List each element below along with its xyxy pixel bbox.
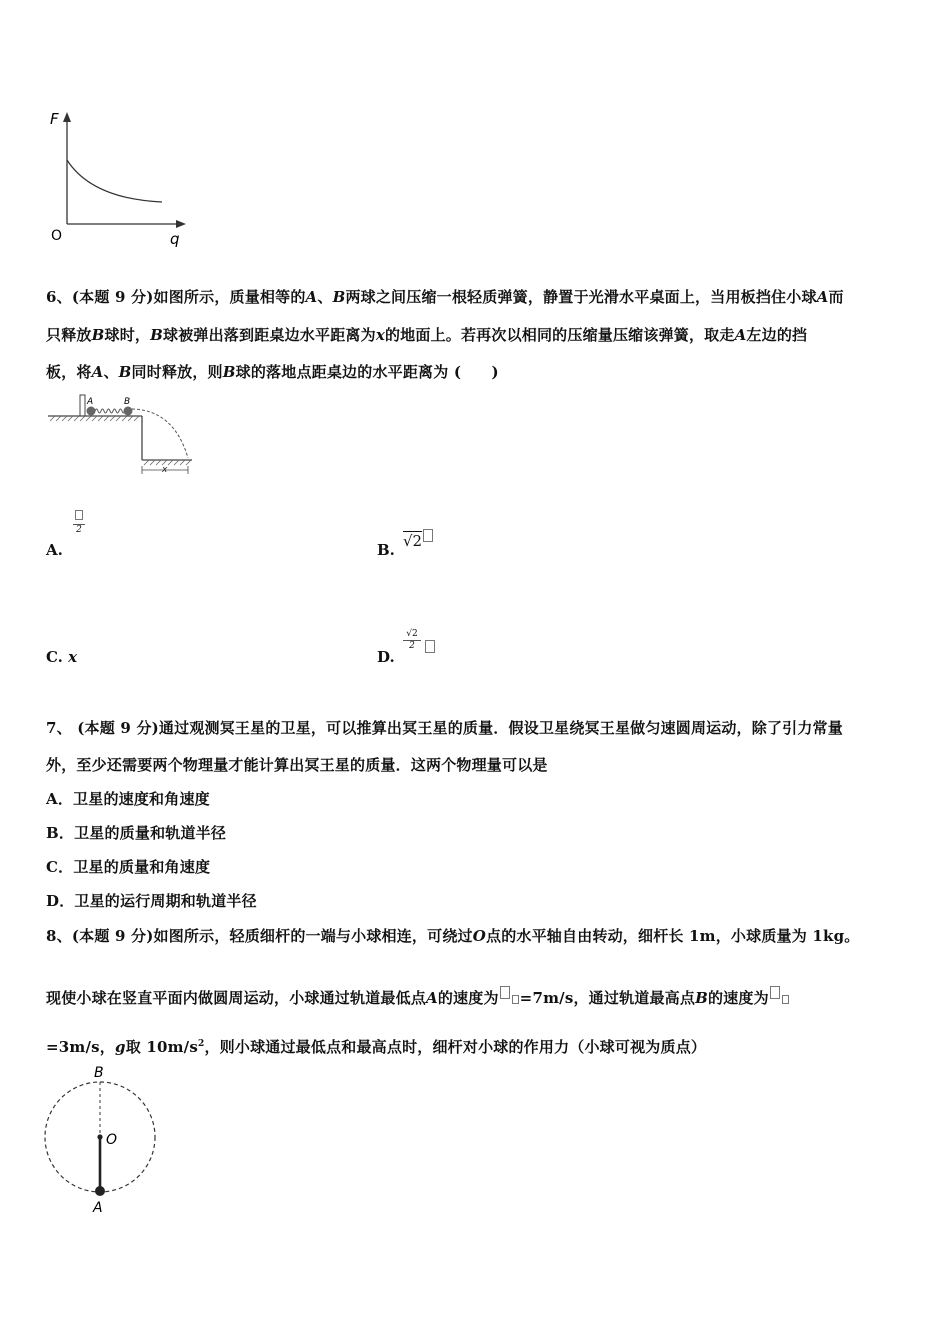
table-hatch [50, 416, 139, 421]
label-a: A [93, 1200, 103, 1216]
q6-option-d-fraction: √2 2 [403, 629, 421, 652]
pivot-o [97, 1134, 102, 1139]
spring-table-figure [46, 392, 206, 482]
label-b: B [124, 397, 131, 407]
q8-line-3: =3m/s，g取 $10m/s^2$，则小球通过最低点和最高点时，细杆对小球的作用力（小球可视为质点） [46, 1038, 707, 1056]
q6-option-b-value: √2 [403, 529, 434, 550]
placeholder-glyph [500, 986, 510, 999]
ball-b [124, 407, 133, 416]
q8-line-2: 现使小球在竖直平面内做圆周运动，小球通过轨道最低点A的速度为 =7m/s，通过轨道最高点B的速度为 [46, 986, 790, 1008]
y-axis-label: F [50, 110, 59, 128]
ball-a [87, 407, 96, 416]
q6-option-a-fraction: 2 [73, 510, 85, 536]
q7-option-d[interactable]: D．卫星的运行周期和轨道半径 [46, 892, 257, 910]
q8-line-1: 8、(本题 9 分)如图所示，轻质细杆的一端与小球相连，可绕过O点的水平轴自由转动，细杆长 1m，小球质量为 1kg。 [46, 927, 860, 945]
spring [95, 409, 125, 413]
label-a: A [87, 397, 94, 407]
label-o: O [106, 1132, 118, 1148]
f-q-curve [67, 160, 162, 202]
q7-line-2: 外，至少还需要两个物理量才能计算出冥王星的质量．这两个物理量可以是 [46, 756, 548, 774]
placeholder-glyph [423, 529, 433, 542]
y-axis-arrow [63, 112, 71, 122]
placeholder-glyph [770, 986, 780, 999]
ball [95, 1186, 105, 1196]
q7-option-a[interactable]: A．卫星的速度和角速度 [46, 790, 210, 808]
q6-option-c[interactable]: C. x [46, 648, 78, 666]
origin-label: O [51, 228, 63, 244]
placeholder-glyph [512, 995, 519, 1004]
x-axis-label: q [170, 230, 180, 248]
stop-board [80, 395, 85, 416]
f-q-graph [40, 108, 200, 253]
placeholder-glyph [75, 510, 83, 520]
placeholder-glyph [425, 640, 435, 653]
q7-option-c[interactable]: C．卫星的质量和角速度 [46, 858, 211, 876]
q7-line-1: 7、 (本题 9 分)通过观测冥王星的卫星，可以推算出冥王星的质量．假设卫星绕冥王星做匀速圆周运动，除了引力常量 [46, 719, 843, 737]
q7-option-b[interactable]: B．卫星的质量和轨道半径 [46, 824, 227, 842]
x-axis-arrow [176, 220, 186, 228]
q6-line-1: 6、(本题 9 分)如图所示，质量相等的A、B两球之间压缩一根轻质弹簧，静置于光滑水平桌面上，当用板挡住小球A而 [46, 288, 844, 306]
q6-line-2: 只释放B球时，B球被弹出落到距桌边水平距离为x的地面上。若再次以相同的压缩量压缩该弹簧，取走A左边的挡 [46, 326, 808, 344]
ground-hatch [144, 460, 191, 465]
q6-line-3: 板，将A、B同时释放，则B球的落地点距桌边的水平距离为 ( ) [46, 363, 499, 381]
placeholder-glyph [782, 995, 789, 1004]
q6-option-a[interactable]: A. [46, 541, 63, 559]
label-x: x [162, 465, 168, 475]
q6-option-d[interactable]: D. [377, 648, 395, 666]
label-b: B [94, 1065, 104, 1081]
q6-option-b[interactable]: B. [377, 541, 395, 559]
circular-motion-figure [40, 1060, 170, 1220]
